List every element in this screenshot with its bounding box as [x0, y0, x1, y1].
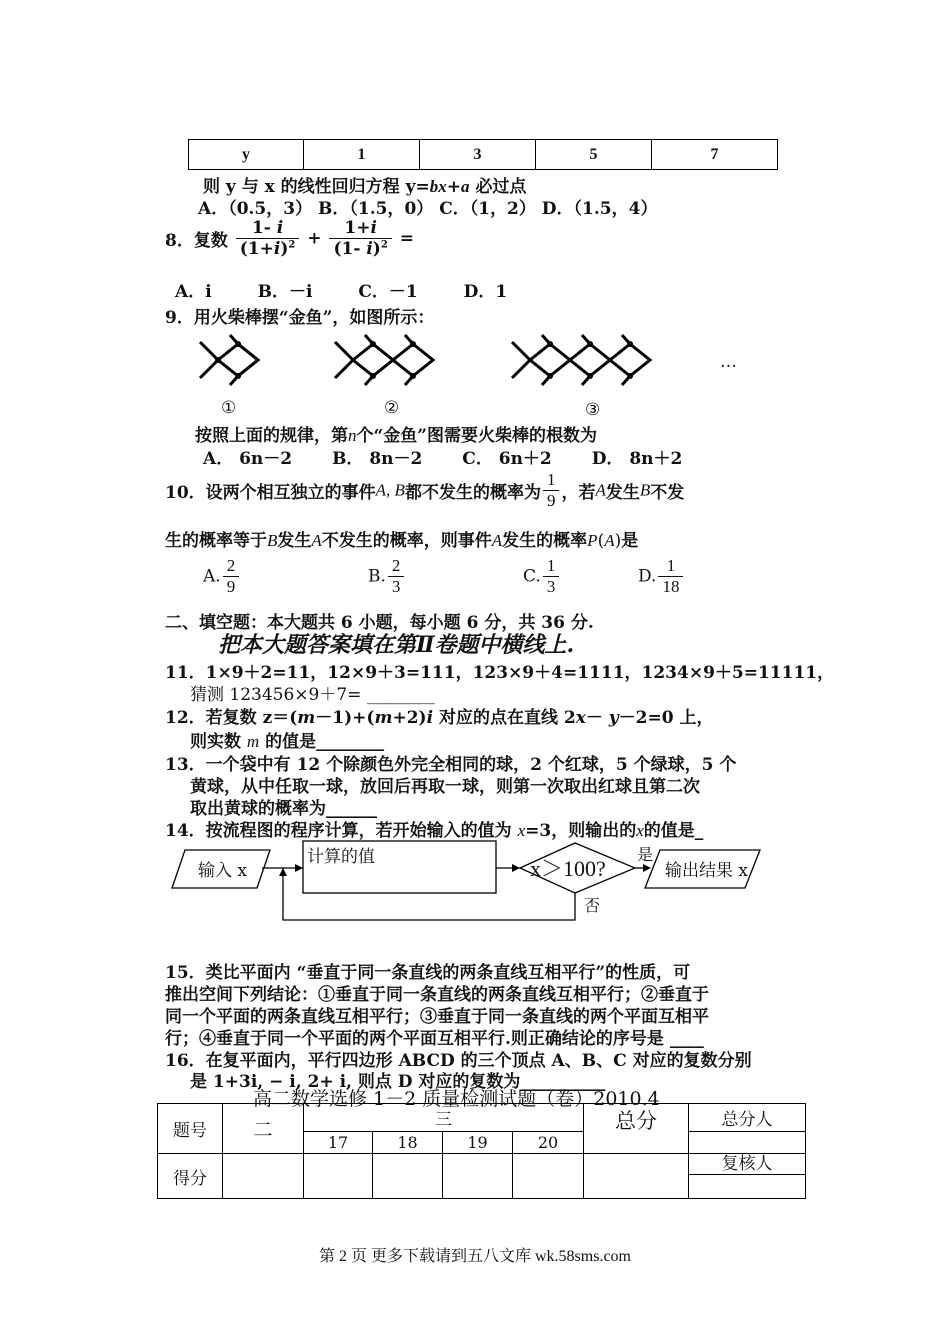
cell-er: 二 [223, 1104, 304, 1154]
score-total[interactable] [584, 1154, 689, 1199]
col-17: 17 [304, 1132, 373, 1154]
q8-options: A．i B．－i C．－1 D．1 [175, 282, 508, 302]
q15-line4: 行；④垂直于同一个平面的两个平面互相平行.则正确结论的序号是 ____ [165, 1029, 704, 1049]
col-18: 18 [373, 1132, 443, 1154]
q12-line2: 则实数 m 的值是________ [190, 732, 385, 752]
q13-line2: 黄球，从中任取一球，放回后再取一球，则第一次取出红球且第二次 [190, 777, 700, 797]
score-17[interactable] [304, 1154, 373, 1199]
q11-line1: 11．1×9＋2=11，12×9＋3=111，123×9＋4=1111，1234×9＋5=11111， [165, 663, 835, 683]
flow-no: 否 [584, 896, 601, 915]
flow-output: 输出结果 x [665, 861, 748, 881]
cell-zongfenren: 总分人 [689, 1104, 806, 1132]
xy-data-table [188, 139, 778, 170]
table-cell: 1 [304, 140, 420, 170]
q14-stem: 14．按流程图的程序计算，若开始输入的值为 x=3，则输出的x的值是_ [165, 821, 704, 841]
fig-label-1: ① [221, 398, 237, 418]
fig-label-3: ③ [585, 400, 601, 420]
q9-options: A． 6n－2 B． 8n－2 C． 6n＋2 D． 8n＋2 [203, 449, 683, 469]
score-table [157, 1103, 806, 1199]
cell-tihao: 题号 [158, 1104, 223, 1154]
q13-line1: 13．一个袋中有 12 个除颜色外完全相同的球，2 个红球，5 个绿球，5 个 [165, 755, 737, 775]
table-cell: 5 [536, 140, 652, 170]
flow-compute: 计算的值 [307, 847, 375, 867]
score-title: 高二数学选修 1－2 质量检测试题（卷）2010.4 [253, 1088, 660, 1110]
score-19[interactable] [443, 1154, 513, 1199]
q9-question: 按照上面的规律，第n个“金鱼”图需要火柴棒的根数为 [195, 426, 598, 446]
q15-line1: 15．类比平面内 “垂直于同一条直线的两条直线互相平行”的性质，可 [165, 963, 691, 983]
q10-line2: 生的概率等于B发生A不发生的概率，则事件A发生的概率P(A)是 [165, 531, 639, 551]
col-19: 19 [443, 1132, 513, 1154]
table-cell: 3 [420, 140, 536, 170]
flow-condition: x＞100? [530, 856, 606, 881]
cell-san: 三 [304, 1104, 584, 1132]
fig-label-2: ② [384, 398, 400, 418]
q16-line2: 是 1+3i, − i, 2+ i, 则点 D 对应的复数为__________ [190, 1072, 606, 1092]
q8-stem: 8．复数 $\frac{1- i}{(1+i)^2}$ + $\frac{1+i}{(1- i)^2}$ = [165, 218, 414, 259]
cell-blank [689, 1132, 806, 1154]
q10-options: A. $\frac{2}{9}$ B. $\frac{2}{3}$ C. $\frac{1}{3}$ D. $\frac{1}{18}$ [203, 556, 685, 597]
section-subtitle: 把本大题答案填在第Ⅱ卷题中横线上. [218, 632, 575, 658]
goldfish-figure [190, 330, 750, 420]
cell-fuheren: 复核人 [689, 1154, 805, 1175]
flow-yes: 是 [637, 845, 654, 864]
q16-line1: 16．在复平面内，平行四边形 ABCD 的三个顶点 A、B、C 对应的复数分别 [165, 1051, 752, 1071]
table-cell: y [189, 140, 304, 170]
q11-line2: 猜测 123456×9＋7= ________ [190, 685, 435, 705]
flowchart [165, 838, 765, 928]
score-er[interactable] [223, 1154, 304, 1199]
table-cell: 7 [652, 140, 778, 170]
col-20: 20 [513, 1132, 584, 1154]
score-18[interactable] [373, 1154, 443, 1199]
q13-line3: 取出黄球的概率为______ [190, 799, 377, 819]
q12-line1: 12．若复数 z＝(m－1)+(m+2)i 对应的点在直线 2x－ y－2=0 上， [165, 708, 714, 728]
cell-fuheren-wrap [689, 1154, 806, 1199]
q7-stem: 则 y 与 x 的线性回归方程 y=bx+a 必过点 [203, 177, 527, 197]
q9-stem: 9．用火柴棒摆“金鱼”，如图所示： [165, 308, 435, 328]
ellipsis: … [720, 352, 737, 372]
q15-line2: 推出空间下列结论：①垂直于同一条直线的两条直线互相平行；②垂直于 [165, 985, 709, 1005]
score-20[interactable] [513, 1154, 584, 1199]
flow-input: 输入 x [198, 861, 247, 881]
page-footer: 第 2 页 更多下载请到五八文库 wk.58sms.com [318, 1248, 631, 1265]
section-title: 二、填空题：本大题共 6 小题，每小题 6 分，共 36 分. [165, 613, 594, 633]
cell-zongfen: 总分 [584, 1104, 689, 1154]
q15-line3: 同一个平面的两条直线互相平行；③垂直于同一条直线的两个平面互相平 [165, 1007, 709, 1027]
q7-options: A．（0.5，3） B．（1.5，0） C．（1，2） D．（1.5，4） [198, 199, 658, 219]
cell-defen: 得分 [158, 1154, 223, 1199]
q10-line1: 10．设两个相互独立的事件A, B都不发生的概率为 $\frac{1}{9}$ ，若A发生B不发 [165, 470, 685, 510]
